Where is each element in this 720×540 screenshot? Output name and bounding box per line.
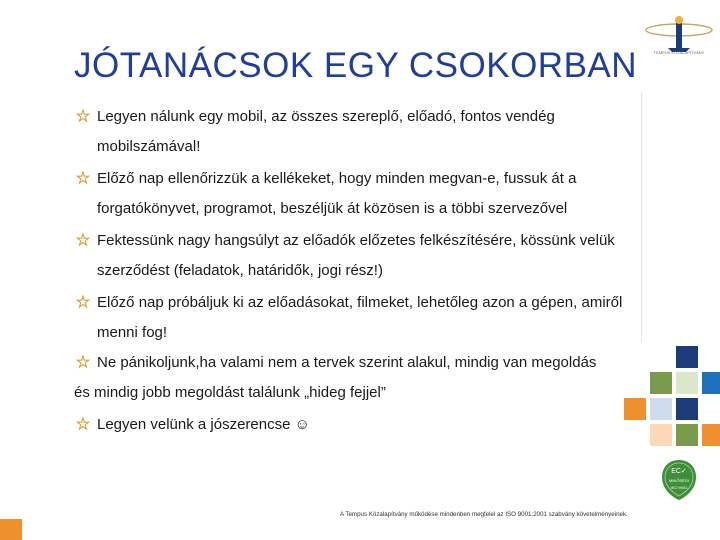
square-lightorange [650, 424, 672, 446]
badge-top: EC✓ [671, 468, 687, 475]
bullet-text: Előző nap ellenőrizzük a kellékeket, hogy minden megvan-e, fussuk át a [97, 170, 577, 187]
square-navy [676, 398, 698, 420]
square-orange [702, 424, 720, 446]
slide-title: JÓTANÁCSOK EGY CSOKORBAN [74, 46, 638, 85]
footer-note: A Tempus Közalapítvány működése mindenben megfelel az ISO 9001:2001 szabvány követelményeinek. [340, 511, 628, 518]
corner-square [0, 519, 22, 540]
badge-bot: ISO 9001 [670, 485, 688, 490]
badge-mid: MINŐSÉGI [668, 478, 690, 483]
bullet-continuation: mobilszámával! [97, 138, 201, 155]
bullet-continuation: forgatókönyvet, programot, beszéljük át közösen is a többi szervezővel [97, 200, 568, 217]
square-navy [676, 346, 698, 368]
bullet-text: Legyen velünk a jószerencse ☺ [97, 416, 310, 433]
square-lightgreen [676, 372, 698, 394]
bullet-text: Előző nap próbáljuk ki az előadásokat, filmeket, lehetőleg azon a gépen, amiről [97, 294, 623, 311]
square-lightblue [650, 398, 672, 420]
bullet-continuation: szerződést (feladatok, határidők, jogi rész!) [97, 262, 383, 279]
square-green [676, 424, 698, 446]
bullet-text: Fektessünk nagy hangsúlyt az előadók előzetes felkészítésére, kössünk velük [97, 232, 615, 249]
bullet-continuation: és mindig jobb megoldást találunk „hideg fejjel” [74, 384, 386, 401]
bullet-text: Legyen nálunk egy mobil, az összes szereplő, előadó, fontos vendég [97, 108, 555, 125]
square-green [650, 372, 672, 394]
square-orange [624, 398, 646, 420]
logo-caption: TEMPUS KÖZALAPÍTVÁNY [653, 50, 705, 55]
square-blue [702, 372, 720, 394]
bullet-text: Ne pánikoljunk,ha valami nem a tervek szerint alakul, mindig van megoldás [97, 354, 597, 371]
quality-badge-icon [660, 458, 698, 502]
bullet-continuation: menni fog! [97, 324, 168, 341]
